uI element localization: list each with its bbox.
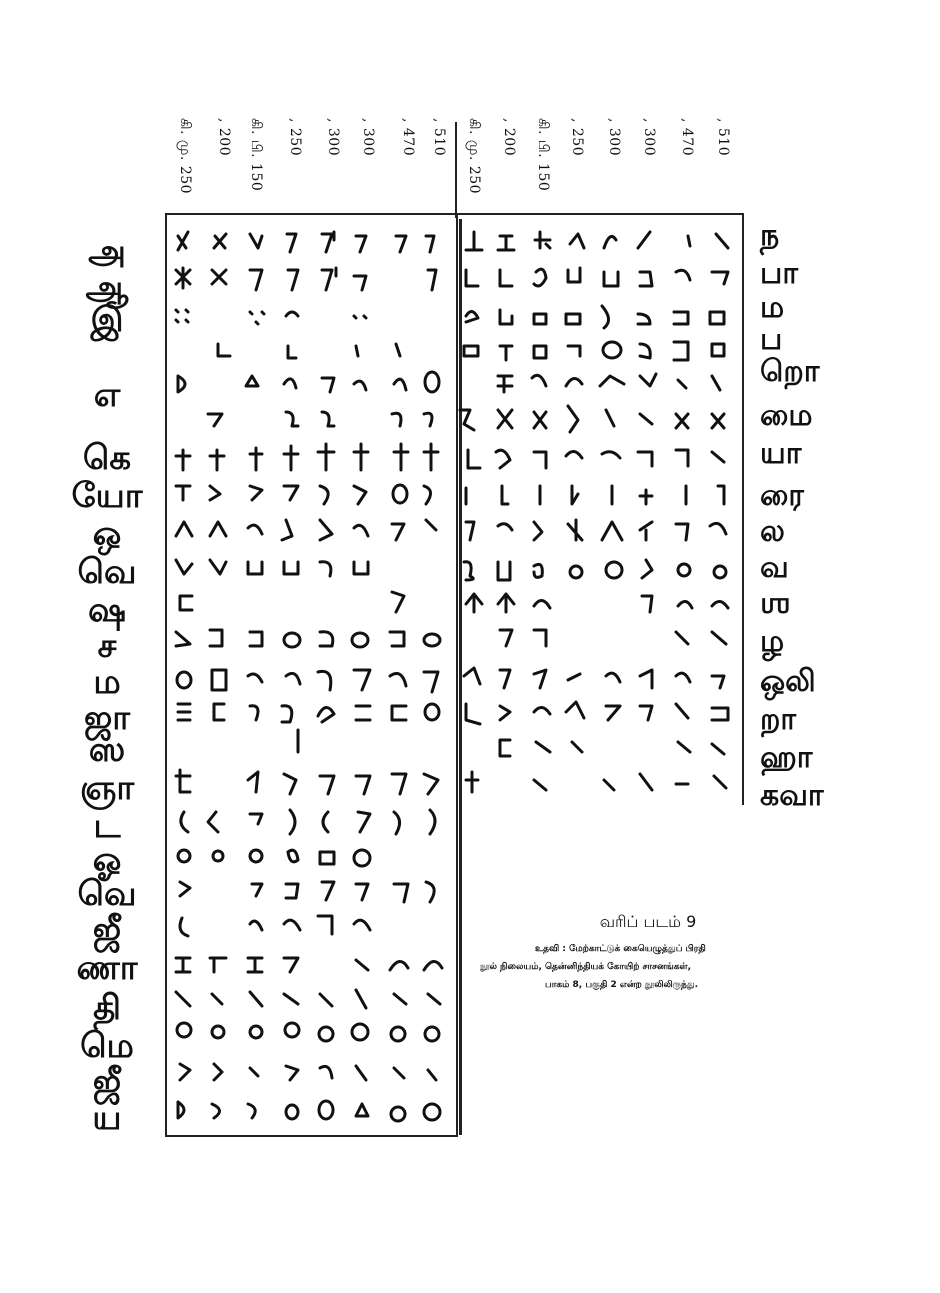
tamil-letter-haa: ஹா: [760, 740, 813, 775]
date-label: , 200: [501, 118, 517, 157]
tamil-letter-zha: ழ: [760, 624, 785, 659]
date-label: , 510: [715, 118, 731, 157]
tamil-letter-ya: ய: [92, 1098, 122, 1138]
tamil-letter-ta: ட: [93, 806, 121, 846]
tamil-letter-yaa: யா: [760, 436, 802, 471]
date-label: கி. பி. 150: [248, 118, 264, 192]
tamil-letter-kavaa: கவா: [760, 778, 824, 813]
tamil-letter-paa: பா: [760, 256, 798, 291]
tamil-letter-la: ல: [760, 514, 785, 549]
tamil-letter-yo: யோ: [71, 476, 143, 516]
tamil-letter-ti: தி: [93, 988, 121, 1028]
date-label: கி. மு. 250: [177, 118, 193, 195]
tamil-letter-jaa: ஜா: [83, 698, 131, 738]
tamil-letter-ve: வெ: [77, 552, 137, 592]
date-label: கி. மு. 250: [466, 118, 482, 195]
date-label: , 300: [606, 118, 622, 157]
date-label: , 510: [431, 118, 447, 157]
tamil-letter-jii2: ஜீ: [92, 1062, 122, 1102]
tamil-letter-sa2: ஸ: [88, 730, 126, 770]
tamil-letter-ve2: வெ: [77, 874, 137, 914]
caption-line-2: நூல் நிலையம், தென்னிந்தியக் கோயிற் சாசனங்கள்,: [480, 962, 692, 972]
tamil-letter-va: வ: [760, 550, 789, 585]
tamil-letter-mai: மை: [760, 398, 813, 433]
tamil-letter-oo: ஓ: [92, 840, 122, 880]
tamil-letter-raa: றா: [760, 702, 797, 737]
tamil-letter-ro: றொ: [760, 354, 820, 389]
date-label: , 470: [400, 118, 416, 157]
tamil-letter-ma: ம: [93, 662, 121, 702]
tamil-letter-nyaa: ஞா: [79, 768, 135, 808]
tamil-letter-sha-r: ஶ: [760, 586, 791, 621]
tamil-letter-o: ஒ: [92, 514, 122, 554]
date-label: , 300: [325, 118, 341, 157]
caption-line-1: உதவி : மேற்காட்டுக் கையெழுத்துப் பிரதி: [535, 944, 706, 954]
tamil-letter-na: ந: [760, 218, 780, 253]
date-label: , 250: [569, 118, 585, 157]
tamil-letter-ke: கெ: [82, 438, 132, 478]
tamil-letter-me: மெ: [80, 1026, 134, 1066]
tamil-letter-rai: ரை: [760, 478, 804, 513]
tamil-letter-a: அ: [88, 232, 126, 272]
date-label: கி. பி. 150: [535, 118, 551, 192]
tamil-letter-jii: ஜீ: [92, 910, 122, 950]
tamil-letter-naa: ணா: [76, 948, 138, 988]
tamil-letter-sa: ச: [97, 626, 117, 666]
figure-title: வரிப் படம் 9: [599, 912, 697, 931]
date-label: , 200: [216, 118, 232, 157]
date-label: , 250: [287, 118, 303, 157]
date-label: , 300: [360, 118, 376, 157]
tamil-letter-sha: ஷ: [87, 590, 127, 630]
tamil-letter-i: இ: [90, 300, 124, 340]
tamil-letter-oli: ஒலி: [760, 664, 816, 699]
tamil-letter-e: எ: [93, 375, 121, 415]
tamil-letter-aa: ஆ: [85, 268, 129, 308]
caption-line-3: பாகம் 8, பகுதி 2 என்ற நூலிலிருந்து.: [545, 980, 699, 990]
tamil-letter-pa: ப: [760, 322, 783, 357]
date-label: , 300: [641, 118, 657, 157]
tamil-letter-ma-r: ம: [760, 290, 785, 325]
date-label: , 470: [679, 118, 695, 157]
